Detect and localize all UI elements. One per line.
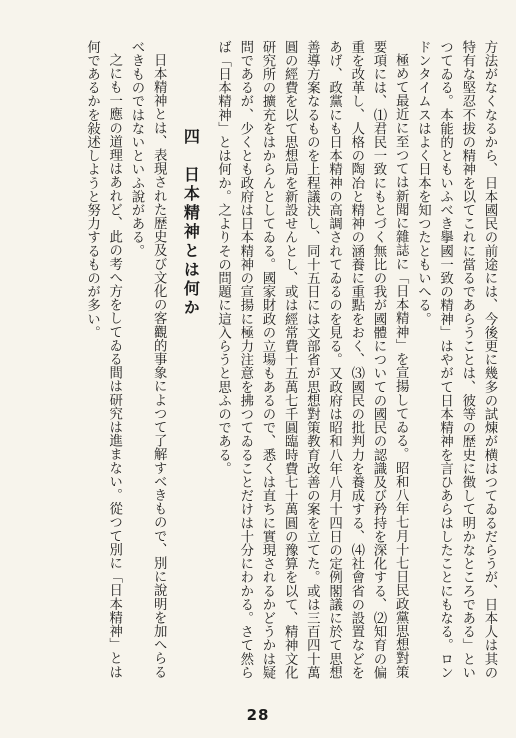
section-heading: 四 日本精神とは何か: [181, 128, 201, 318]
paragraph-2: 極めて最近に至つては新聞に雜誌に「日本精神」を宣揚してゐる。昭和八年七月十七日民政黨思想對策要項には、⑴君民一致にもとづく無比の我が國體についての國民の認識及び矜持を深化する、⑵知育の偏重を改革し、人格の陶冶と精神の涵養に重點をおく、⑶國民の批判力を養成する、⑷社會省の設置などをあげ、政黨にも日本精神の高調されてゐるのを見る。又政府は昭和八年八月十四日の定例閣議に於て思想善導方案なるものを上程議決し、同十五日には文部省が思想對策教育改善の案を立てた。或は三百四十萬圓の經費を以て思想局を新設せんとし、或は經常費十五萬七千圓臨時費七十萬圓の豫算を以て、精神文化研究所の擴充をはからんとしてゐる。國家財政の立場もあるので、悉くは直ちに實現されるかどうかは疑問であるが、少くとも政府は日本精神の宣揚に極力注意を拂つてゐることだけは十分にわかる。さて然らば「日本精神」とは何か。之よりその問題に這入らうと思ふのである。: [215, 40, 409, 680]
section-heading-wrap: [179, 40, 201, 690]
page-number: 28: [246, 706, 270, 724]
paragraph-1: 方法がなくなるから、日本國民の前途には、今後更に幾多の試煉が横はつてゐるだらうが、日本人は其の特有な堅忍不拔の精神を以てこれに當るであらうことは、彼等の歴史に徴して明かなところである」といつてゐる。本能的ともいふべき擧國一致の精神」はやがて日本精神を言ひあらはしたことにもなる。ロンドンタイムスはよく日本を知つたともいへる。: [415, 40, 497, 680]
paragraph-3: 日本精神とは、表現された歴史及び文化の客觀的事象によつて了解すべきもので、別に說明を加へらるべきものではないといふ說がある。: [128, 40, 167, 679]
paragraph-4: 之にも一應の道理はあれど、此の考へ方をしてゐる間は研究は進まない。從つて別に「日本精神」とは何であるかを敍述しようと努力するものが多い。: [84, 40, 122, 679]
document-body: [16, 40, 500, 690]
